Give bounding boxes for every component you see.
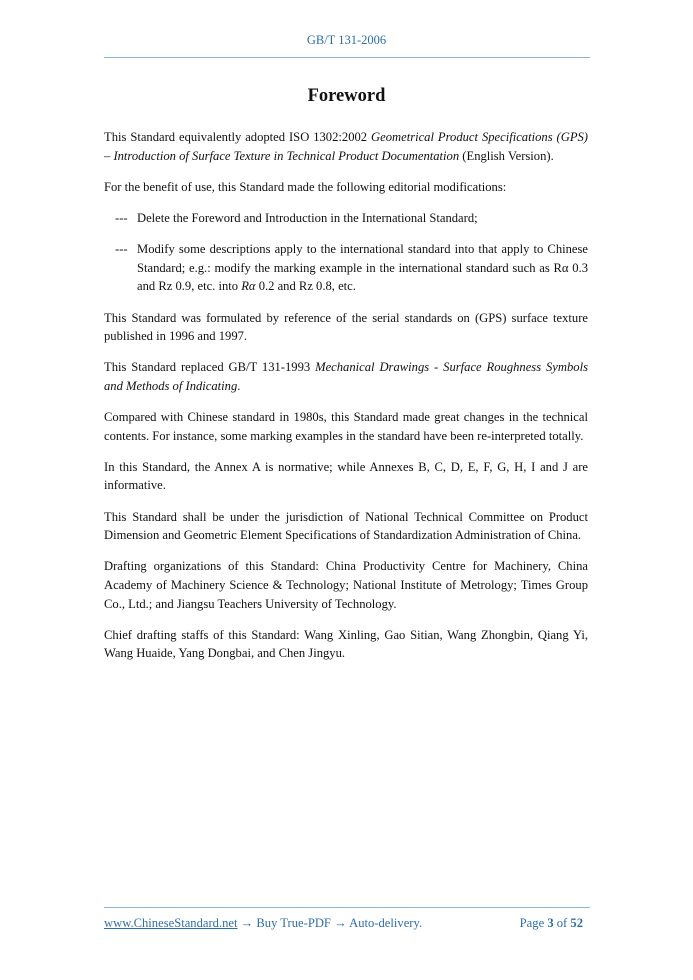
paragraph-modifications-intro: For the benefit of use, this Standard made the following editorial modifications: [104, 179, 507, 194]
footer-divider [104, 907, 590, 908]
symbol-italic: Rα [241, 279, 256, 294]
iso-title-italic: Geometrical Product Specifications (GPS) – Introduction of Surface Texture in Technical Product Documentation [104, 130, 588, 163]
paragraph-replacement [104, 358, 588, 395]
header-standard-code: GB/T 131-2006 [306, 33, 387, 47]
list-item-text: 0.2 and Rz 0.8, etc. [255, 279, 356, 294]
paragraph-drafting-staff: Chief drafting staffs of this Standard: Wang Xinling, Gao Sitian, Wang Zhongbin, Qiang Yi, Wang Huaide, Yang Dongbai, and Chen Jingyu. [104, 627, 588, 661]
page-number [520, 916, 583, 931]
website-link[interactable]: www.ChineseStandard.net [104, 916, 238, 930]
page-of-label: of [553, 916, 571, 930]
replaced-standard-title-italic: Mechanical Drawings - Surface Roughness Symbols and Methods of Indicating [104, 360, 588, 393]
paragraph-text: (English Version). [459, 148, 554, 163]
page-title: Foreword [307, 86, 386, 106]
list-item-text: Delete the Foreword and Introduction in the International Standard; [137, 210, 478, 225]
header-divider [104, 57, 590, 58]
list-item-text: Modify some descriptions apply to the international standard into that apply to Chinese Standard; e.g.: modify the marking example in the international standard such as Rα 0.3 and Rz 0.9, etc. into [137, 242, 588, 294]
footer-promo [104, 916, 422, 931]
paragraph-jurisdiction: This Standard shall be under the jurisdiction of National Technical Committee on Product Dimension and Geometric Element Specifications of Standardization Administration of China. [104, 509, 588, 543]
promo-text: → Buy True-PDF → Auto-delivery. [237, 916, 423, 930]
paragraph-text: . [237, 378, 241, 393]
total-pages: 52 [570, 916, 583, 930]
foreword-body [104, 128, 588, 676]
paragraph-text: This Standard equivalently adopted ISO 1302:2002 [104, 130, 372, 144]
page-label: Page [519, 916, 548, 930]
list-dash: --- [115, 210, 128, 225]
paragraph-comparison: Compared with Chinese standard in 1980s, this Standard made great changes in the technical contents. For instance, some marking examples in the standard have been re-interpreted totally. [104, 410, 588, 443]
paragraph-adoption [104, 128, 588, 165]
list-item-delete-foreword [104, 209, 588, 228]
paragraph-annexes: In this Standard, the Annex A is normative; while Annexes B, C, D, E, F, G, H, I and J are informative. [104, 459, 588, 493]
paragraph-drafting-organizations: Drafting organizations of this Standard: China Productivity Centre for Machinery, China Academy of Machinery Science & Technology; National Institute of Metrology; Times Group Co., Ltd.; and Jiangsu Teachers University of Technology. [104, 559, 588, 611]
paragraph-text: This Standard replaced GB/T 131-1993 [104, 360, 316, 375]
list-dash: --- [115, 242, 128, 257]
paragraph-formulation: This Standard was formulated by reference of the serial standards on (GPS) surface texture published in 1996 and 1997. [104, 310, 588, 344]
current-page: 3 [547, 916, 554, 930]
list-item-modify-descriptions [104, 240, 588, 296]
